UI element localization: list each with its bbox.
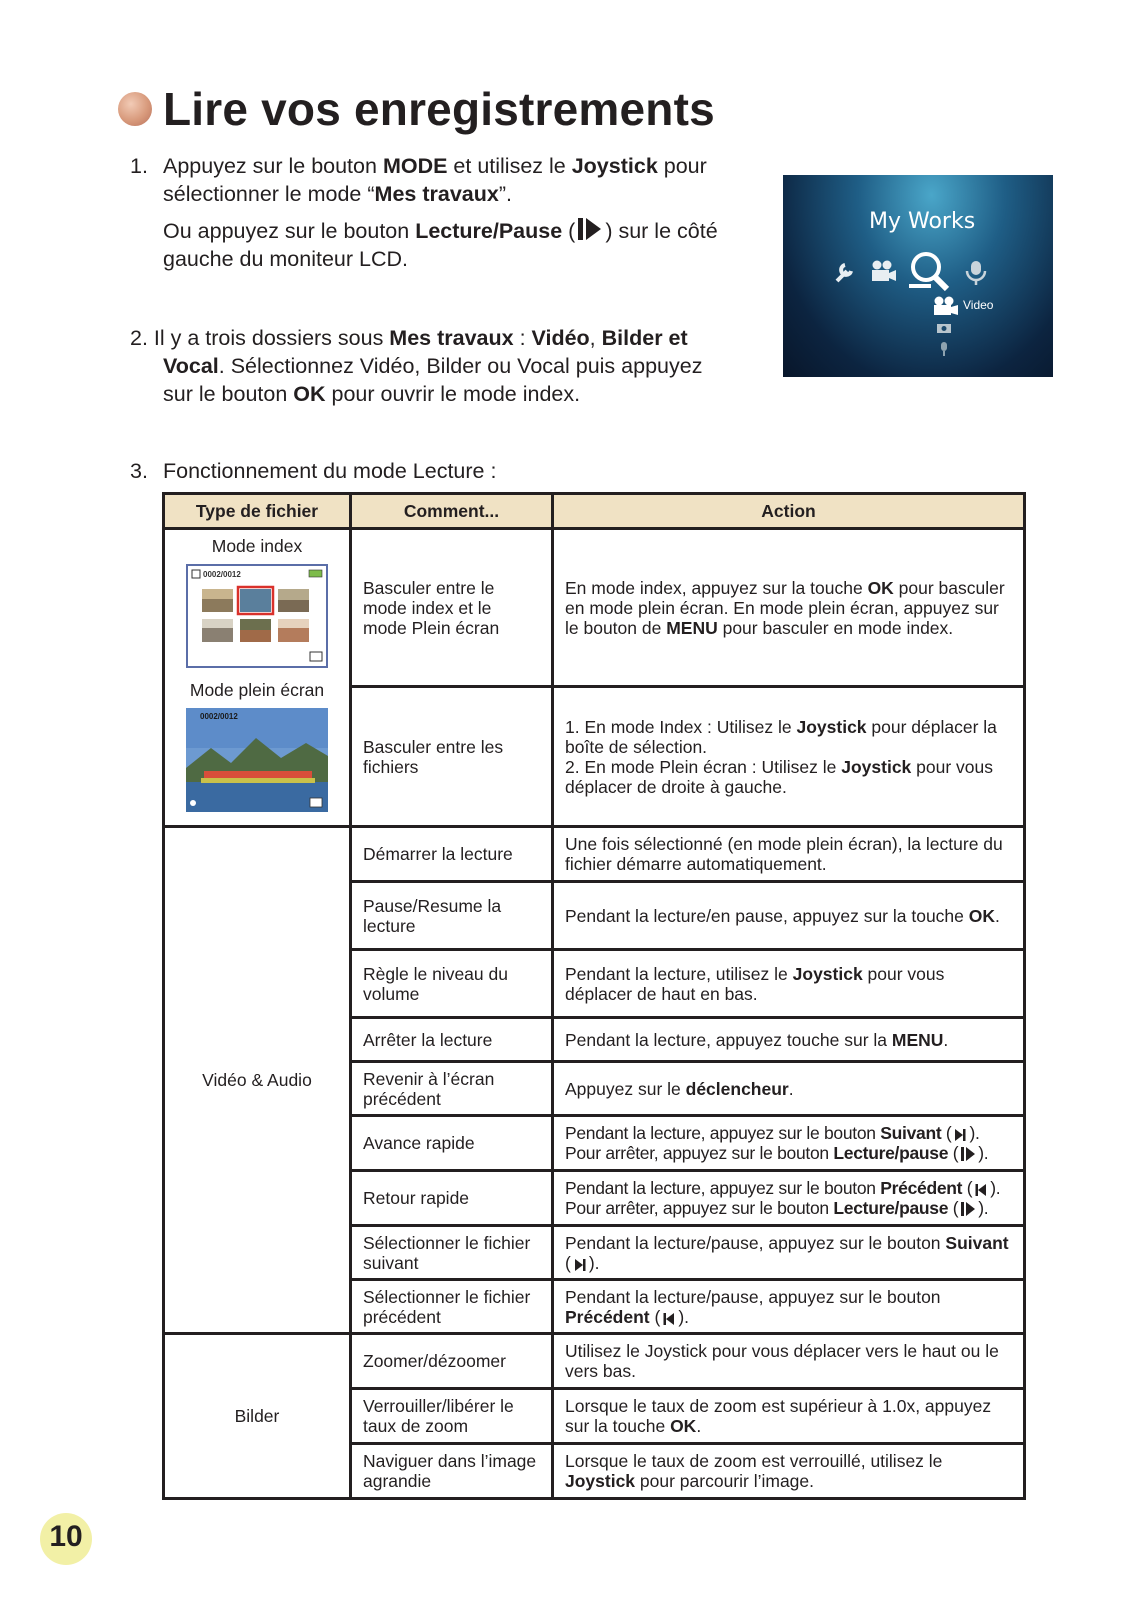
next-icon: [573, 1258, 587, 1272]
action-cell: Pendant la lecture, appuyez sur le bouton Suivant ( ). Pour arrêter, appuyez sur le bouton Lecture/pause ( ).: [553, 1116, 1025, 1171]
playback-operations-table: [162, 492, 1026, 1500]
file-type-cell: Vidéo & Audio: [164, 827, 351, 1334]
column-header: Comment...: [351, 494, 553, 529]
mode-index-label: Mode index: [211, 536, 303, 556]
step-3-text: Fonctionnement du mode Lecture :: [163, 459, 497, 483]
action-cell: Utilisez le Joystick pour vous déplacer vers le haut ou le vers bas.: [553, 1334, 1025, 1389]
photo-folder-icon: [936, 322, 952, 334]
comment-cell: Démarrer la lecture: [351, 827, 553, 882]
action-cell: Appuyez sur le déclencheur.: [553, 1062, 1025, 1116]
file-type-cell: Bilder: [164, 1334, 351, 1499]
action-cell: Pendant la lecture, appuyez touche sur la MENU.: [553, 1018, 1025, 1062]
play-pause-icon: [960, 1201, 976, 1217]
my-works-screen-image: [783, 175, 1053, 377]
video-folder-icon: [931, 295, 959, 319]
wrench-icon: [833, 259, 859, 285]
my-works-title: My Works: [869, 209, 976, 234]
action-cell: Pendant la lecture/pause, appuyez sur le bouton Précédent ( ).: [553, 1280, 1025, 1334]
comment-cell: Verrouiller/libérer le taux de zoom: [351, 1389, 553, 1444]
play-pause-icon: [577, 217, 603, 241]
table-row: [164, 1334, 1025, 1389]
comment-cell: Retour rapide: [351, 1171, 553, 1226]
camcorder-icon: [869, 259, 897, 285]
thumb-counter: 0002/0012: [200, 712, 238, 721]
comment-cell: Basculer entre le mode index et le mode Plein écran: [351, 529, 553, 687]
action-cell: 1. En mode Index : Utilisez le Joystick pour déplacer la boîte de sélection. 2. En mode Plein écran : Utilisez le Joystick pour vous déplacer de droite à gauche.: [553, 687, 1025, 827]
mode-plein-label: Mode plein écran: [189, 680, 325, 700]
comment-cell: Basculer entre les fichiers: [351, 687, 553, 827]
comment-cell: Pause/Resume la lecture: [351, 882, 553, 950]
play-pause-icon: [960, 1146, 976, 1162]
video-folder-label: Video: [963, 298, 994, 312]
thumb-counter: 0002/0012: [203, 570, 241, 579]
action-cell: Une fois sélectionné (en mode plein écran), la lecture du fichier démarre automatiquement.: [553, 827, 1025, 882]
action-cell: En mode index, appuyez sur la touche OK pour basculer en mode plein écran. En mode plein écran, appuyez sur le bouton de MENU pour basculer en mode index.: [553, 529, 1025, 687]
title-bullet-icon: [118, 92, 152, 126]
magnifier-icon: [907, 249, 951, 293]
comment-cell: Arrêter la lecture: [351, 1018, 553, 1062]
comment-cell: Règle le niveau du volume: [351, 950, 553, 1018]
action-cell: Pendant la lecture, utilisez le Joystick pour vous déplacer de haut en bas.: [553, 950, 1025, 1018]
microphone-icon: [963, 259, 989, 287]
comment-cell: Sélectionner le fichier suivant: [351, 1226, 553, 1280]
step-3-number: 3.: [130, 459, 148, 483]
action-cell: Pendant la lecture/pause, appuyez sur le bouton Suivant ( ).: [553, 1226, 1025, 1280]
action-cell: Lorsque le taux de zoom est supérieur à 1.0x, appuyez sur la touche OK.: [553, 1389, 1025, 1444]
action-cell: Pendant la lecture/en pause, appuyez sur la touche OK.: [553, 882, 1025, 950]
page-title: Lire vos enregistrements: [163, 83, 715, 135]
file-type-cell: [164, 529, 351, 827]
column-header: Action: [553, 494, 1025, 529]
action-cell: Lorsque le taux de zoom est verrouillé, utilisez le Joystick pour parcourir l’image.: [553, 1444, 1025, 1499]
voice-folder-icon: [936, 341, 952, 357]
page-number: 10: [49, 1520, 83, 1553]
step-2-text: 2. Il y a trois dossiers sous Mes travaux : Vidéo, Bilder et Vocal. Sélectionnez Vidéo, Bilder ou Vocal puis appuyez sur le bouton OK pour ouvrir le mode index.: [130, 326, 703, 406]
fullscreen-mode-thumbnail: [186, 708, 328, 812]
table-row: [164, 827, 1025, 882]
comment-cell: Sélectionner le fichier précédent: [351, 1280, 553, 1334]
previous-icon: [662, 1312, 676, 1326]
table-row: [164, 529, 1025, 687]
next-icon: [953, 1128, 967, 1142]
step-1-text: Appuyez sur le bouton MODE et utilisez le Joystick pour sélectionner le mode “Mes travaux”. Ou appuyez sur le bouton Lecture/Pause ( ) sur le côté gauche du moniteur LCD.: [163, 154, 718, 271]
comment-cell: Revenir à l’écran précédent: [351, 1062, 553, 1116]
previous-icon: [974, 1183, 988, 1197]
column-header: Type de fichier: [164, 494, 351, 529]
action-cell: Pendant la lecture, appuyez sur le bouton Précédent ( ). Pour arrêter, appuyez sur le bouton Lecture/pause ( ).: [553, 1171, 1025, 1226]
step-1-number: 1.: [130, 154, 148, 178]
index-mode-thumbnail: [186, 564, 328, 668]
comment-cell: Naviguer dans l’image agrandie: [351, 1444, 553, 1499]
table-header-row: [164, 494, 1025, 529]
comment-cell: Avance rapide: [351, 1116, 553, 1171]
comment-cell: Zoomer/dézoomer: [351, 1334, 553, 1389]
